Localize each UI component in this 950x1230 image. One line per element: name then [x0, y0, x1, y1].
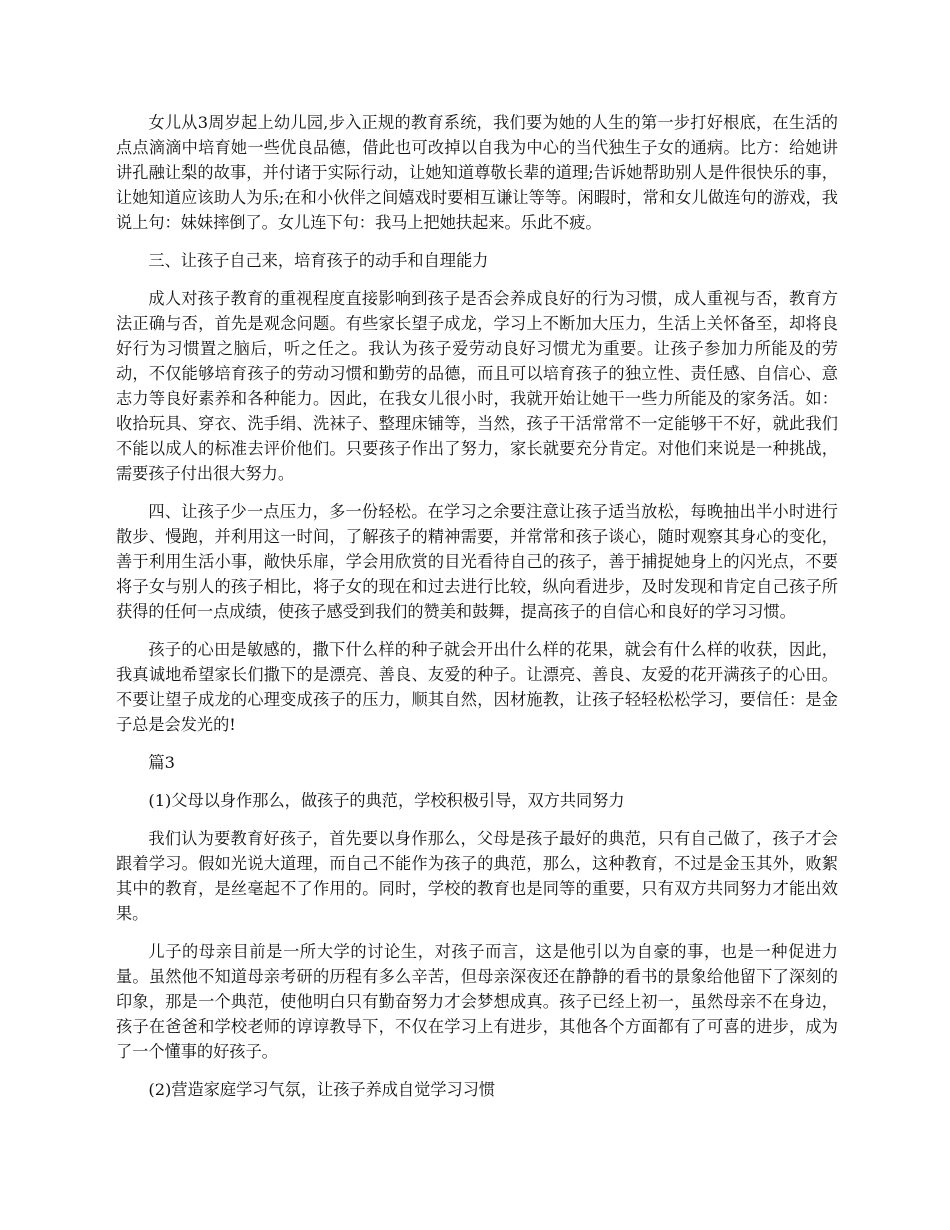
- heading-section-three: 三、让孩子自己来，培育孩子的动手和自理能力: [148, 251, 489, 270]
- paragraph-kindergarten: 女儿从3周岁起上幼儿园,步入正规的教育系统，我们要为她的人生的第一步打好根底，在生活的点点滴滴中培育她一些优良品德，借此也可改掉以自我为中心的当代独生子女的通病。比方：给她讲讲孔融让梨的故事，并付诸于实际行动，让她知道尊敬长辈的道理;告诉她帮助别人是件很快乐的事，让她知道应该助人为乐;在和小伙伴之间嬉戏时要相互谦让等等。闲暇时，常和女儿做连句的游戏，我说上句：妹妹摔倒了。女儿连下句：我马上把她扶起来。乐此不疲。: [116, 113, 838, 232]
- document-page: [116, 110, 838, 1115]
- heading-point-1: (1)父母以身作那么，做孩子的典范，学校积极引导，双方共同努力: [148, 791, 625, 810]
- paragraph-role-model: 我们认为要教育好孩子，首先要以身作那么，父母是孩子最好的典范，只有自己做了，孩子才会跟着学习。假如光说大道理，而自己不能作为孩子的典范，那么，这种教育，不过是金玉其外，败絮其中的教育，是丝毫起不了作用的。同时，学校的教育也是同等的重要，只有双方共同努力才能出效果。: [116, 829, 838, 923]
- paragraph-heart-field: 孩子的心田是敏感的，撒下什么样的种子就会开出什么样的花果，就会有什么样的收获，因此，我真诚地希望家长们撒下的是漂亮、善良、友爱的种子。让漂亮、善良、友爱的花开满孩子的心田。不要让望子成龙的心理变成孩子的压力，顺其自然，因材施教，让孩子轻轻松松学习，要信任：是金子总是会发光的!: [116, 640, 838, 734]
- heading-article-3: 篇3: [148, 753, 175, 772]
- paragraph-section-four: 四、让孩子少一点压力，多一份轻松。在学习之余要注意让孩子适当放松，每晚抽出半小时进行散步、慢跑，并利用这一时间，了解孩子的精神需要，并常常和孩子谈心，随时观察其身心的变化，善于利用生活小事，敞快乐扉，学会用欣赏的目光看待自己的孩子，善于捕捉她身上的闪光点，不要将子女与别人的孩子相比，将子女的现在和过去进行比较，纵向看进步，及时发现和肯定自己孩子所获得的任何一点成绩，使孩子感受到我们的赞美和鼓舞，提高孩子的自信心和良好的学习习惯。: [116, 502, 838, 621]
- paragraph-mother-study: 儿子的母亲目前是一所大学的讨论生，对孩子而言，这是他引以为自豪的事，也是一种促进力量。虽然他不知道母亲考研的历程有多么辛苦，但母亲深夜还在静静的看书的景象给他留下了深刻的印象，那是一个典范，使他明白只有勤奋努力才会梦想成真。孩子已经上初一，虽然母亲不在身边，孩子在爸爸和学校老师的谆谆教导下，不仅在学习上有进步，其他各个方面都有了可喜的进步，成为了一个懂事的好孩子。: [116, 942, 838, 1061]
- heading-point-2: (2)营造家庭学习气氛，让孩子养成自觉学习习惯: [148, 1080, 496, 1099]
- paragraph-labor-habits: 成人对孩子教育的重视程度直接影响到孩子是否会养成良好的行为习惯，成人重视与否，教育方法正确与否，首先是观念问题。有些家长望子成龙，学习上不断加大压力，生活上关怀备至，却将良好行为习惯置之脑后，听之任之。我认为孩子爱劳动良好习惯尤为重要。让孩子参加力所能及的劳动，不仅能够培育孩子的劳动习惯和勤劳的品德，而且可以培育孩子的独立性、责任感、自信心、意志力等良好素养和各种能力。因此，在我女儿很小时，我就开始让她干一些力所能及的家务活。如：收拾玩具、穿衣、洗手绢、洗袜子、整理床铺等，当然，孩子干活常常不一定能够干不好，就此我们不能以成人的标准去评价他们。只要孩子作出了努力，家长就要充分肯定。对他们来说是一种挑战，需要孩子付出很大努力。: [116, 289, 838, 483]
